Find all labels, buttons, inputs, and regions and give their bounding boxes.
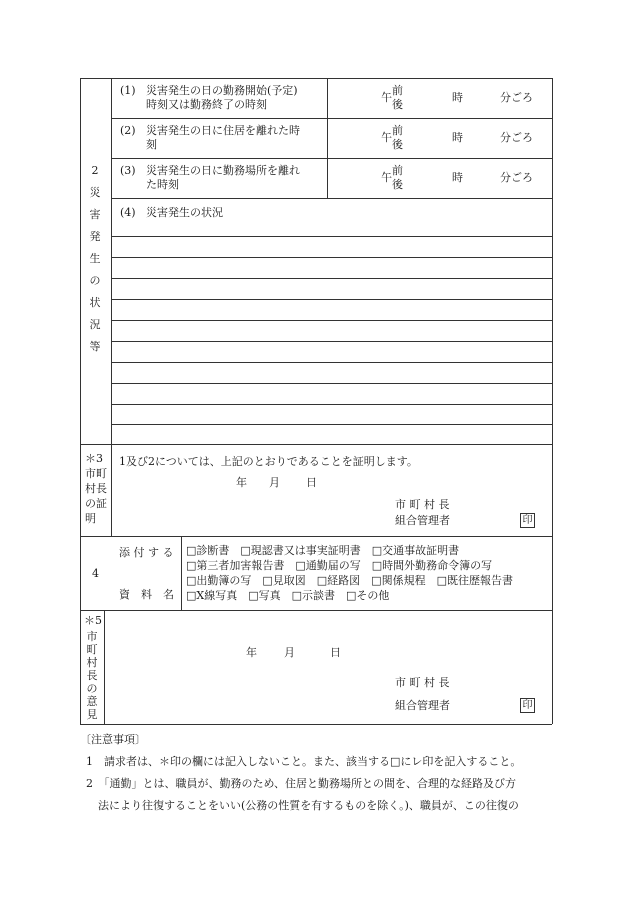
- section3-date-year: 年: [236, 476, 247, 489]
- row-line: [111, 320, 552, 321]
- section3-top-border: [80, 444, 552, 445]
- row2-am: 前: [392, 124, 403, 137]
- section2-label: [88, 160, 102, 358]
- attachment-line3: □出勤簿の写 □見取図 □経路図 □関係規程 □既往歴報告書: [186, 574, 513, 587]
- certification-statement: 1及び2については、上記のとおりであることを証明します。: [119, 455, 418, 468]
- table-bottom-border: [80, 724, 552, 725]
- table-right-border: [552, 78, 553, 724]
- row1-number: (1): [120, 84, 136, 97]
- row3-pm: 後: [392, 178, 403, 191]
- row-line: [111, 404, 552, 405]
- section4-number: 4: [92, 567, 99, 580]
- section5-date-year: 年: [246, 646, 257, 659]
- notes-heading: 〔注意事項〕: [80, 733, 146, 746]
- row2-minute: 分ごろ: [500, 131, 533, 144]
- row-line: [111, 118, 552, 119]
- row1-label-line2: 時刻又は勤務終了の時刻: [146, 98, 267, 111]
- section4-label-bottom: 資 料 名: [119, 588, 174, 601]
- section5-label-text: 市町村長の意見: [86, 630, 98, 721]
- attachment-line2: □第三者加害報告書 □通勤届の写 □時間外勤務命令簿の写: [186, 559, 493, 572]
- row3-noon: 午: [381, 171, 392, 184]
- row2-noon: 午: [381, 131, 392, 144]
- row-line: [111, 257, 552, 258]
- section2-label-text: 2災害発生の状況等: [89, 164, 101, 353]
- row-line: [111, 299, 552, 300]
- row3-label-line2: た時刻: [146, 178, 179, 191]
- row3-minute: 分ごろ: [500, 171, 533, 184]
- row3-label-line1: 災害発生の日に勤務場所を離れ: [146, 164, 300, 177]
- row-line: [111, 424, 552, 425]
- row-line: [111, 198, 552, 199]
- section3-label-line4: の証: [85, 497, 107, 510]
- note-item-1: 1 請求者は、＊印の欄には記入しないこと。また、該当する□にレ印を記入すること。: [86, 755, 522, 768]
- section2-time-divider: [327, 78, 328, 198]
- row3-hour: 時: [452, 171, 463, 184]
- section4-top-border: [80, 536, 552, 537]
- section3-manager: 組合管理者: [395, 514, 450, 527]
- row1-hour: 時: [452, 91, 463, 104]
- section5-label: [85, 630, 101, 721]
- row1-minute: 分ごろ: [500, 91, 533, 104]
- row2-label-line2: 刻: [146, 138, 157, 151]
- row2-number: (2): [120, 124, 136, 137]
- section3-label-line5: 明: [85, 512, 96, 525]
- section3-label-line3: 村長: [85, 482, 107, 495]
- section3-label-line2: 市町: [85, 467, 107, 480]
- section4-divider: [181, 536, 182, 610]
- row1-label-line1: 災害発生の日の勤務開始(予定): [146, 84, 298, 97]
- row2-hour: 時: [452, 131, 463, 144]
- row4-number: (4): [120, 206, 136, 219]
- row-line: [111, 362, 552, 363]
- attachment-line1: □診断書 □現認書又は事実証明書 □交通事故証明書: [186, 544, 460, 557]
- section5-date-day: 日: [330, 646, 341, 659]
- row-line: [111, 278, 552, 279]
- row-line: [111, 383, 552, 384]
- row2-pm: 後: [392, 138, 403, 151]
- note-item-2-line1: 2 「通勤」とは、職員が、勤務のため、住居と勤務場所との間を、合理的な経路及び方: [86, 777, 517, 790]
- section2-divider: [111, 78, 112, 444]
- table-left-border: [80, 78, 81, 724]
- section3-date-month: 月: [269, 476, 280, 489]
- section3-label-line1: ＊3: [85, 452, 103, 465]
- section3-seal: 印: [520, 513, 535, 528]
- row3-number: (3): [120, 164, 136, 177]
- row1-noon: 午: [381, 91, 392, 104]
- row1-pm: 後: [392, 98, 403, 111]
- row1-am: 前: [392, 84, 403, 97]
- attachment-line4: □X線写真 □写真 □示談書 □その他: [186, 589, 390, 602]
- row2-label-line1: 災害発生の日に住居を離れた時: [146, 124, 300, 137]
- section3-divider: [111, 444, 112, 536]
- row-line: [111, 158, 552, 159]
- section5-mayor: 市 町 村 長: [395, 676, 450, 689]
- section4-label-top: 添 付 す る: [119, 546, 174, 559]
- section5-seal: 印: [520, 698, 535, 713]
- section5-manager: 組合管理者: [395, 699, 450, 712]
- row3-am: 前: [392, 164, 403, 177]
- section3-mayor: 市 町 村 長: [395, 498, 450, 511]
- section3-date-day: 日: [306, 476, 317, 489]
- row-line: [111, 236, 552, 237]
- section5-label-top: ＊5: [84, 614, 102, 627]
- table-top-border: [80, 78, 552, 79]
- section5-date-month: 月: [284, 646, 295, 659]
- note-item-2-line2: 法により往復することをいい(公務の性質を有するものを除く。)、職員が、この往復の: [98, 799, 519, 812]
- section5-divider: [104, 610, 105, 724]
- row4-label: 災害発生の状況: [146, 206, 223, 219]
- section5-top-border: [80, 610, 552, 611]
- row-line: [111, 341, 552, 342]
